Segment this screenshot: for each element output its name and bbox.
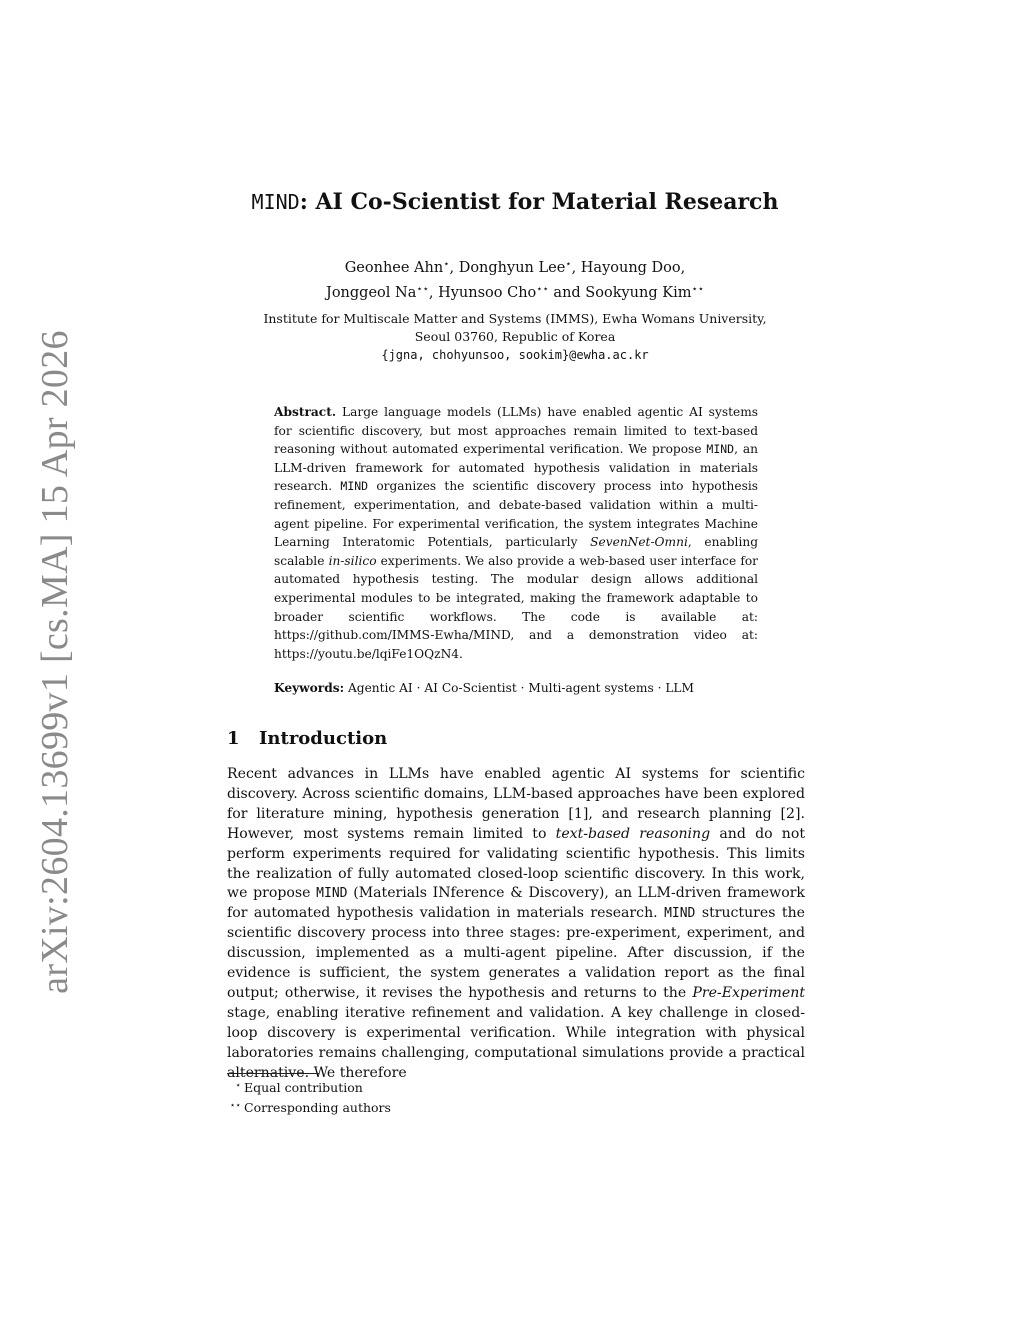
footnote-mark: ⋆ — [235, 1081, 241, 1091]
author-list — [230, 254, 800, 304]
footnote-text: Corresponding authors — [244, 1100, 391, 1115]
author-name: Donghyun Lee — [458, 260, 566, 276]
system-name: MIND — [706, 442, 735, 457]
paper-title — [230, 187, 800, 217]
author-name: Hayoung Doo — [580, 260, 681, 276]
author-emails: {jgna, chohyunsoo, sookim}@ewha.ac.kr — [381, 348, 649, 362]
footnote-mark: ⋆⋆ — [229, 1101, 241, 1111]
footnote-divider — [227, 1073, 319, 1074]
author-name: Hyunsoo Cho — [438, 285, 537, 301]
footnotes — [227, 1077, 627, 1117]
emphasis: Pre-Experiment — [692, 984, 805, 1001]
title-system-name: MIND — [251, 190, 300, 214]
author-line-1: Geonhee Ahn⋆, Donghyun Lee⋆, Hayoung Doo, — [344, 259, 686, 276]
emphasis: in-silico — [328, 553, 377, 568]
author-name: Geonhee Ahn — [344, 260, 444, 276]
keywords — [274, 679, 794, 697]
author-mark: ⋆ — [565, 259, 572, 270]
author-name: Jonggeol Na — [326, 285, 417, 301]
author-mark: ⋆⋆ — [416, 284, 429, 295]
abstract: Abstract. Large language models (LLMs) have enabled agentic AI systems for scientific discovery, but most approaches remain limited to text-based reasoning without automated experimental verification. We propose MIND, an LLM-driven framework for automated hypothesis validation in materials research. MIND organizes the scientific discovery process into hypothesis refinement, experimentation, and debate-based validation within a multi-agent pipeline. For experimental verification, the system integrates Machine Learning Interatomic Potentials, particularly SevenNet-Omni, enabling scalable in-silico experiments. We also provide a web-based user interface for automated hypothesis testing. The modular design allows additional experimental modules to be integrated, making the framework adaptable to broader scientific workflows. The code is available at: https://github.com/IMMS-Ewha/MIND, and a demonstration video at: https://youtu.be/lqiFe1OQzN4. — [274, 405, 758, 661]
author-mark: ⋆ — [443, 259, 450, 270]
author-mark: ⋆⋆ — [691, 284, 704, 295]
arxiv-identifier: arXiv:2604.13699v1 [cs.MA] 15 Apr 2026 — [34, 330, 76, 994]
author-line-2: Jonggeol Na⋆⋆, Hyunsoo Cho⋆⋆ and Sookyung Kim⋆⋆ — [326, 284, 704, 301]
title-rest: : AI Co-Scientist for Material Research — [299, 189, 779, 215]
author-name: Sookyung Kim — [585, 285, 692, 301]
section-title: Introduction — [259, 728, 388, 749]
footnote-item — [227, 1077, 627, 1097]
affiliation — [200, 310, 830, 364]
section-number: 1 — [227, 728, 240, 749]
keywords-label: Keywords: — [274, 681, 345, 695]
system-name: MIND — [340, 479, 369, 494]
affiliation-line-1: Institute for Multiscale Matter and Systems (IMMS), Ewha Womans University, — [263, 311, 767, 326]
emphasis: text-based reasoning — [555, 825, 711, 842]
introduction-paragraph: Recent advances in LLMs have enabled agentic AI systems for scientific discovery. Across scientific domains, LLM-based approaches have been explored for literature mining, hypothesis generation [1], and research planning [2]. However, most systems remain limited to text-based reasoning and do not perform experiments required for validating scientific hypothesis. This limits the realization of fully automated closed-loop scientific discovery. In this work, we propose MIND (Materials INference & Discovery), an LLM-driven framework for automated hypothesis validation in materials research. MIND structures the scientific discovery process into three stages: pre-experiment, experiment, and discussion, implemented as a multi-agent pipeline. After discussion, if the evidence is sufficient, the system generates a validation report as the final output; otherwise, it revises the hypothesis and returns to the Pre-Experiment stage, enabling iterative refinement and validation. A key challenge in closed-loop discovery is experimental verification. While integration with physical laboratories remains challenging, computational simulations provide a practical alternative. We therefore — [227, 766, 806, 1081]
keywords-text: Agentic AI · AI Co-Scientist · Multi-agent systems · LLM — [344, 681, 694, 695]
affiliation-line-2: Seoul 03760, Republic of Korea — [414, 329, 616, 344]
abstract-label: Abstract. — [274, 405, 337, 419]
author-mark: ⋆⋆ — [536, 284, 549, 295]
footnote-item — [227, 1097, 627, 1117]
system-name: MIND — [664, 906, 696, 922]
system-name: MIND — [316, 886, 348, 902]
section-heading-introduction — [227, 727, 387, 751]
model-name: SevenNet-Omni — [590, 535, 688, 550]
footnote-text: Equal contribution — [244, 1080, 363, 1095]
